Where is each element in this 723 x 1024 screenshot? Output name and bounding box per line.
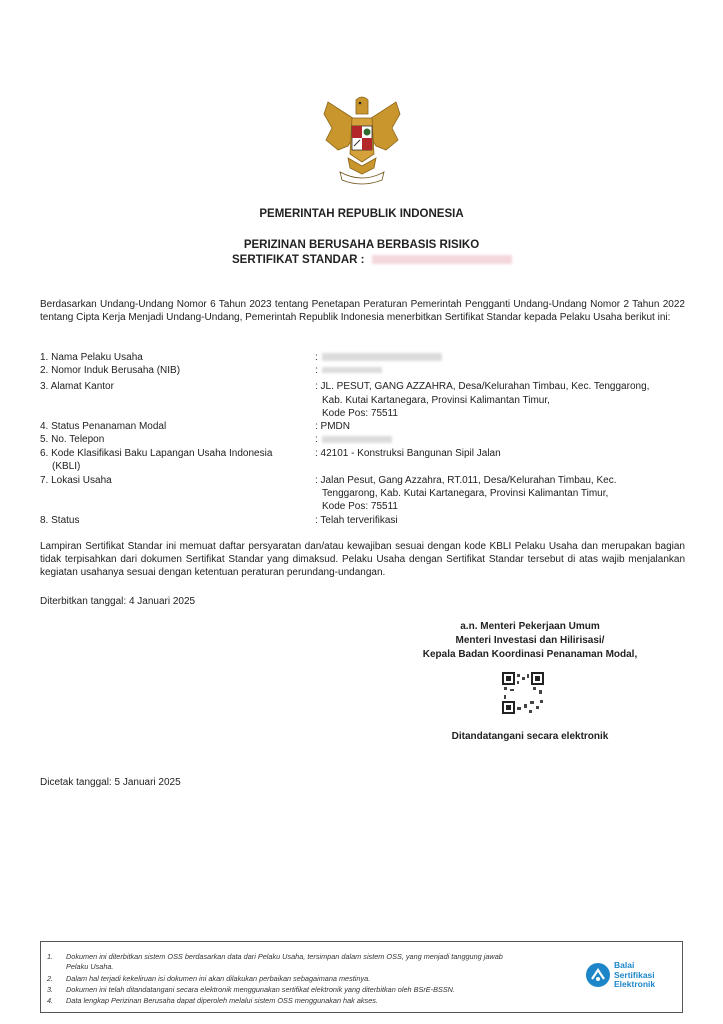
bsre-logo-text: Balai Sertifikasi Elektronik xyxy=(614,960,656,989)
field-value-location-3: Kode Pos: 75511 xyxy=(322,501,398,512)
garuda-emblem xyxy=(318,94,406,188)
field-value-nib: : xyxy=(315,364,690,377)
field-label-kbli-2: (KBLI) xyxy=(52,461,81,472)
certificate-number-line xyxy=(232,254,512,266)
field-value-location-2: Tenggarong, Kab. Kutai Kartanegara, Provinsi Kalimantan Timur, xyxy=(322,488,609,499)
field-label-nib: 2. Nomor Induk Berusaha (NIB) xyxy=(40,365,181,376)
field-value-office-address-3: Kode Pos: 75511 xyxy=(322,408,398,419)
signed-electronically: Ditandatangani secara elektronik xyxy=(451,731,609,742)
field-value-location-1: : Jalan Pesut, Gang Azzahra, RT.011, Desa/Kelurahan Timbau, Kec. xyxy=(315,475,617,486)
field-label-office-address: 3. Alamat Kantor xyxy=(40,381,114,392)
footnote-2-number: 2. xyxy=(47,974,54,983)
field-value-investment-status: : PMDN xyxy=(315,421,350,432)
field-value-phone: : xyxy=(315,433,690,446)
bsre-logo-icon xyxy=(585,962,611,988)
field-value-business-name: : xyxy=(315,351,690,364)
footnote-2-text: Dalam hal terjadi kekeliruan isi dokumen ini akan dilakukan perbaikan sebagaimana mestinya. xyxy=(66,974,371,983)
certificate-number-redacted xyxy=(372,255,512,264)
document-title: PERIZINAN BERUSAHA BERBASIS RISIKO xyxy=(243,239,480,251)
signature-line-1: a.n. Menteri Pekerjaan Umum xyxy=(460,621,600,632)
qr-code-icon xyxy=(502,672,544,714)
footnote-4-text: Data lengkap Perizinan Berusaha dapat diperoleh melalui sistem OSS menggunakan hak akses. xyxy=(66,996,378,1005)
footnote-3-number: 3. xyxy=(47,985,54,994)
field-label-phone: 5. No. Telepon xyxy=(40,434,105,445)
field-label-kbli: 6. Kode Klasifikasi Baku Lapangan Usaha Indonesia xyxy=(40,448,273,459)
field-value-office-address-2: Kab. Kutai Kartanegara, Provinsi Kalimantan Timur, xyxy=(322,395,550,406)
field-label-business-name: 1. Nama Pelaku Usaha xyxy=(40,352,143,363)
signature-line-2: Menteri Investasi dan Hilirisasi/ xyxy=(455,635,605,646)
field-value-kbli: : 42101 - Konstruksi Bangunan Sipil Jalan xyxy=(315,448,501,459)
footnote-1-text-cont: Pelaku Usaha. xyxy=(66,962,114,971)
field-value-status: : Telah terverifikasi xyxy=(315,515,398,526)
printed-date: Dicetak tanggal: 5 Januari 2025 xyxy=(40,777,181,788)
footnote-3-text: Dokumen ini telah ditandatangani secara elektronik menggunakan sertifikat elektronik yang diterbitkan oleh BSrE-BSSN. xyxy=(66,985,455,994)
signature-line-3: Kepala Badan Koordinasi Penanaman Modal, xyxy=(422,649,638,660)
footnote-1-number: 1. xyxy=(47,952,54,961)
field-label-business-location: 7. Lokasi Usaha xyxy=(40,475,112,486)
field-label-investment-status: 4. Status Penanaman Modal xyxy=(40,421,167,432)
attachment-paragraph: Lampiran Sertifikat Standar ini memuat daftar persyaratan dan/atau kewajiban sesuai dengan kode KBLI Pelaku Usaha dan merupakan bagian tidak terpisahkan dari dokumen Sertifikat Standar yang dimaksud. Pelaku Usaha dengan Sertifikat Standar tersebut di atas wajib menjalankan kegiatan usahanya sesuai dengan ketentuan peraturan perundang-undangan. xyxy=(40,541,685,578)
issued-date: Diterbitkan tanggal: 4 Januari 2025 xyxy=(40,596,196,607)
certificate-label: SERTIFIKAT STANDAR : xyxy=(232,254,365,266)
footnote-1-text: Dokumen ini diterbitkan sistem OSS berdasarkan data dari Pelaku Usaha, tersimpan dalam sistem OSS, yang menjadi tanggung jawab xyxy=(66,952,503,961)
intro-paragraph: Berdasarkan Undang-Undang Nomor 6 Tahun 2023 tentang Penetapan Peraturan Pemerintah Pengganti Undang-Undang Nomor 2 Tahun 2022 tentang Cipta Kerja Menjadi Undang-Undang, Pemerintah Republik Indonesia menerbitkan Sertifikat Standar kepada Pelaku Usaha berikut ini: xyxy=(40,299,685,323)
field-value-office-address-1: : JL. PESUT, GANG AZZAHRA, Desa/Kelurahan Timbau, Kec. Tenggarong, xyxy=(315,381,650,392)
footnote-4-number: 4. xyxy=(47,996,54,1005)
field-label-status: 8. Status xyxy=(40,515,80,526)
government-heading: PEMERINTAH REPUBLIK INDONESIA xyxy=(259,208,464,220)
